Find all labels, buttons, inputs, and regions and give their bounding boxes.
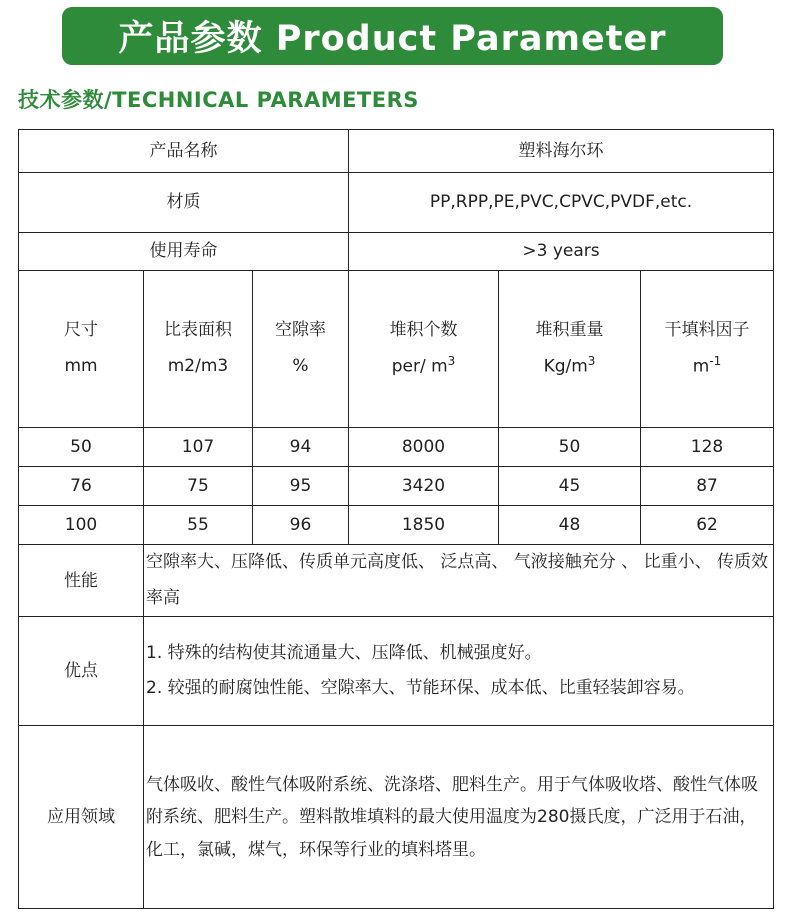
table-cell: 95 — [253, 467, 349, 506]
advantage-item: 2. 较强的耐腐蚀性能、空隙率大、节能环保、成本低、比重轻装卸容易。 — [146, 678, 695, 699]
performance-text: 空隙率大、压降低、传质单元高度低、 泛点高、 气液接触充分 、 比重小、 传质效率高 — [144, 545, 774, 617]
table-cell: 128 — [641, 428, 774, 467]
header-void-fraction: 空隙率 % — [253, 271, 349, 428]
technical-parameters-heading: 技术参数/TECHNICAL PARAMETERS — [18, 88, 419, 112]
table-cell: 107 — [144, 428, 253, 467]
table-cell: 50 — [19, 428, 144, 467]
performance-label: 性能 — [19, 545, 144, 617]
product-parameter-banner — [62, 7, 723, 65]
header-specific-surface: 比表面积 m2/m3 — [144, 271, 253, 428]
material-value: PP,RPP,PE,PVC,CPVC,PVDF,etc. — [349, 173, 774, 233]
table-cell: 48 — [499, 506, 641, 545]
application-label: 应用领域 — [19, 726, 144, 909]
table-cell: 3420 — [349, 467, 499, 506]
header-dry-packing-factor: 干填料因子 $m^{-1}$ — [641, 271, 774, 428]
table-row — [19, 545, 774, 617]
service-life-label: 使用寿命 — [19, 233, 349, 271]
header-packing-number: 堆积个数 per/ $m^3$ — [349, 271, 499, 428]
table-cell: 45 — [499, 467, 641, 506]
advantages-list — [144, 617, 774, 726]
banner-title: 产品参数 Product Parameter — [118, 19, 667, 59]
table-cell: 1850 — [349, 506, 499, 545]
table-cell: 75 — [144, 467, 253, 506]
header-size: 尺寸 mm — [19, 271, 144, 428]
table-cell: 94 — [253, 428, 349, 467]
table-row — [19, 173, 774, 233]
product-name-value: 塑料海尔环 — [349, 130, 774, 173]
table-row — [19, 428, 774, 467]
table-cell: 50 — [499, 428, 641, 467]
table-cell: 96 — [253, 506, 349, 545]
table-row — [19, 726, 774, 909]
table-row — [19, 617, 774, 726]
product-name-label: 产品名称 — [19, 130, 349, 173]
table-row — [19, 233, 774, 271]
table-row — [19, 467, 774, 506]
table-cell: 62 — [641, 506, 774, 545]
table-cell: 55 — [144, 506, 253, 545]
table-cell: 100 — [19, 506, 144, 545]
advantage-item: 1. 特殊的结构使其流通量大、压降低、机械强度好。 — [146, 642, 542, 663]
table-cell: 87 — [641, 467, 774, 506]
header-packing-weight: 堆积重量 $Kg/m^3$ — [499, 271, 641, 428]
table-cell: 8000 — [349, 428, 499, 467]
application-text: 气体吸收、酸性气体吸附系统、洗涤塔、肥料生产。用于气体吸收塔、酸性气体吸附系统、肥料生产。塑料散堆填料的最大使用温度为280摄氏度，广泛用于石油，化工，氯碱，煤气，环保等行业的填料塔里。 — [144, 726, 774, 909]
material-label: 材质 — [19, 173, 349, 233]
header-row — [19, 271, 774, 428]
table-row — [19, 130, 774, 173]
parameters-table — [18, 129, 774, 909]
service-life-value: >3 years — [349, 233, 774, 271]
table-cell: 76 — [19, 467, 144, 506]
advantages-label: 优点 — [19, 617, 144, 726]
table-row — [19, 506, 774, 545]
